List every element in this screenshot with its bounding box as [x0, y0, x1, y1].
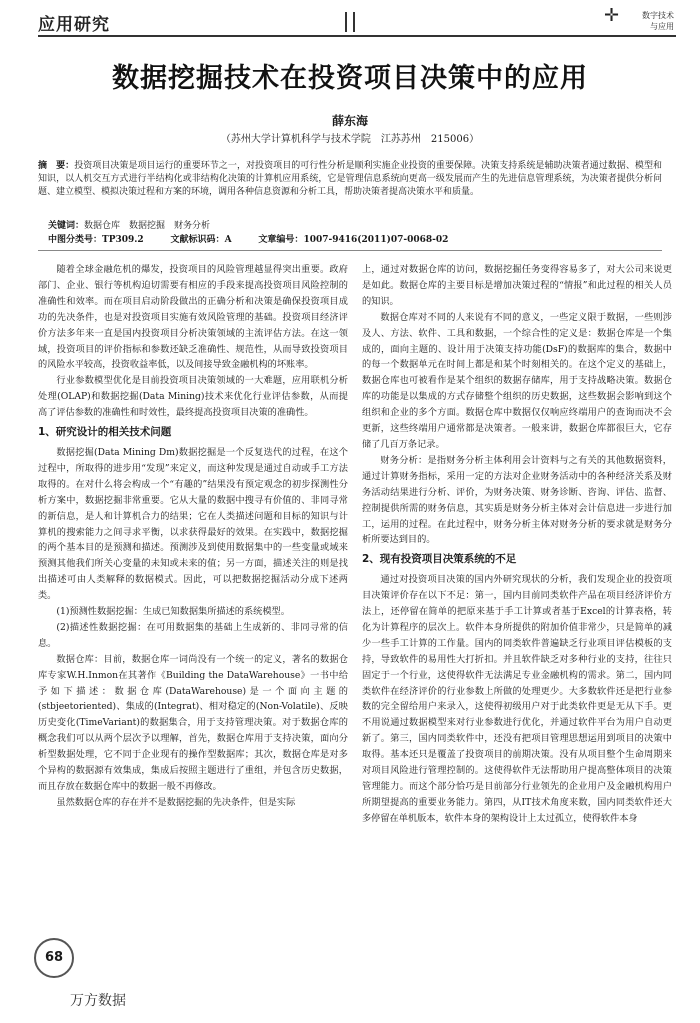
page-number: 68 [44, 950, 64, 965]
clc-value: TP309.2 [102, 235, 144, 245]
paragraph: 数据仓库对不同的人来说有不同的意义，一些定义限于数据，一些则涉及人、方法、软件、工具和数据，一个综合性的定义是：数据仓库是一个集成的，面向主题的、设计用于决策支持功能(DsF)的数据库的集合，数据中的每一个数据单元在时间上都是和某个时刻相关的。在这个定义的基础上，数据仓库也可被看作是某个组织的数据存储库，用于支持战略决策。数据仓库的功能是以集成的方式存储整个组织的历史数据，这些数据会影响到这个组织和企业的多个方面。数据仓库中数据仅仅响应终端用户的查询而决不会更新，这些终端用户通常都是决策者。一般来讲，数据仓库都很巨大，它存储了几百万条记录。 [362, 311, 672, 450]
header-ornament [345, 12, 361, 36]
keywords-label: 关键词： [48, 221, 85, 231]
logo-cross-icon: ✛ [604, 5, 620, 26]
footer-brand: 万方数据 [70, 993, 126, 1009]
page-number-badge [34, 938, 74, 978]
section-heading: 2、现有投资项目决策系统的不足 [362, 553, 517, 566]
section-label: 应用研究 [38, 15, 110, 35]
doc-code-value: A [224, 235, 232, 245]
article-no-label: 文章编号： [258, 235, 304, 245]
paragraph: 虽然数据仓库的存在并不是数据挖掘的先决条件，但是实际 [56, 796, 296, 808]
paragraph: 数据仓库：目前，数据仓库一词尚没有一个统一的定义，著名的数据仓库专家W.H.Inmon在其著作《Building the DataWarehouse》一书中给予如下描述：数据仓库(DataWarehouse)是一个面向主题的(stbjeetoriented)、集成的(Integrat)、相对稳定的(Non-Volatile)、反映历史变化(TimeVariant)的数据集合，用于支持管理决策。对于数据仓库的概念我们可以从两个层次予以理解，首先，数据仓库用于支持决策，面向分析型数据处理，它不同于企业现有的操作型数据库；其次，数据仓库是对多个异构的数据源有效集成，集成后按照主题进行了重组，并包含历史数据，而且存放在数据仓库中的数据一般不再修改。 [38, 653, 348, 792]
page-header [0, 0, 700, 40]
clc-label: 中图分类号： [48, 235, 103, 245]
abstract-text: 投资项目决策是项目运行的重要环节之一，对投资项目的可行性分析是顺利实施企业投资的重要保障。决策支持系统是辅助决策者通过数据、模型和知识，以人机交互方式进行半结构化或非结构化决策的计算机应用系统，它是管理信息系统向更高一级发展而产生的先进信息管理系统，为决策者提供分析问题、建立模型、模拟决策过程和方案的环境，调用各种信息资源和分析工具，帮助决策者提高决策水平和质量。 [38, 161, 662, 197]
article-no-value: 1007-9416(2011)07-0068-02 [303, 235, 449, 245]
affiliation: （苏州大学计算机科学与技术学院 江苏苏州 215006） [220, 134, 480, 145]
keywords [48, 218, 210, 231]
journal-logo-line2: 与应用 [650, 22, 674, 31]
paragraph: 通过对投资项目决策的国内外研究现状的分析，我们发现企业的投资项目决策评价存在以下不足：第一，国内目前同类软件产品在项目经济评价方法上，还停留在简单的把原来基于手工计算或者基于Excel的计算表格，转化为计算程序的层次上。软件本身所提供的附加价值非常少，只是简单的减少一些手工计算的工作量。国内的同类软件普遍缺乏行业项目评估模板的支持，导致软件的易用性大打折扣。并且软件缺乏对多种行业的支持，往往只固定于一个行业，这使得软件无法满足专业金融机构的需求。第二，国内同类软件在经济评价的行业参数上所做的处理更少。大多数软件还是把行业参数的完全留给用户来录入，这使得初级用户对于此类软件更是无从下手。更不用说通过数据模型来对行业参数进行优化，并通过软件平台为用户自动更新了。第三，国内同类软件中，还没有把项目管理思想运用到项目的决策中取得。基本还只是覆盖了投资项目的前期决策。没有从项目整个生命周期来对项目风险进行管理控制的。这使得软件无法帮助用户提高整体项目的决策管理能力。而这个部分恰巧是目前部分行业领先的企业用户及金融机构用户所期望提高的重要业务能力。第四，从IT技术角度来数，国内同类软件还大多停留在单机版本，软件本身的架构设计上太过孤立，使得软件本身 [362, 574, 672, 824]
paragraph: 财务分析：是指财务分析主体利用会计资料与之有关的其他数据资料，通过计算财务指标，采用一定的方法对企业财务活动中的各种经济关系及财务活动结果进行分析、评价，为财务决策、财务诊断、咨询、评估、监督、控制提供所需的财务信息，其实质是财务分析主体对会计信息进一步进行加工，运用的过程。在此过程中，财务分析主体对财务分析的要求就是财务分析所要达到目的。 [362, 454, 672, 546]
keywords-text: 数据仓库 数据挖掘 财务分析 [84, 221, 211, 231]
section-heading: 1、研究设计的相关技术问题 [38, 426, 172, 439]
abstract-label: 摘 要： [38, 161, 75, 171]
doc-code-label: 文献标识码： [170, 235, 225, 245]
paragraph: 随着全球金融危机的爆发，投资项目的风险管理越显得突出重要。政府部门、企业、银行等机构迫切需要有相应的手段来提高投资项目风险控制的准确性和效率。而在项目启动阶段做出的正确分析和决策是确保投资项目成功的先决条件，也是对投资项目实施有效风险管理的基础。投资项目经济评价方法多年来一直是国内投资项目分析决策领域的主流评估方法。在这一领域，投资项目的评价指标和参数还缺乏准确性、规范性，从而导致投资项目的风险水平较高，投资收益率低，以及间接导致金融机构的坏账率。 [38, 264, 348, 371]
classification-line [48, 232, 470, 245]
journal-logo-line1: 数字技术 [642, 11, 674, 20]
article-title: 数据挖掘技术在投资项目决策中的应用 [112, 63, 588, 94]
journal-logo [604, 5, 674, 36]
paragraph: 上，通过对数据仓库的访问，数据挖掘任务变得容易多了，对大公司来说更是如此。数据仓库的主要目标是增加决策过程的“情报”和此过程的相关人员的知识。 [362, 264, 672, 307]
author: 薛东海 [331, 114, 368, 128]
abstract [38, 160, 662, 199]
right-column [362, 262, 672, 827]
header-rule [38, 35, 676, 37]
paragraph: (1)预测性数据挖掘：生成已知数据集所描述的系统模型。 [56, 606, 290, 618]
left-column [38, 262, 348, 811]
body-divider [38, 250, 662, 251]
paragraph: (2)描述性数据挖掘：在可用数据集的基础上生成新的、非同寻常的信息。 [38, 621, 348, 649]
paragraph: 数据挖掘(Data Mining Dm)数据挖掘是一个反复迭代的过程，在这个过程中，所取得的进步用“发现”来定义，而这种发现是通过自动或手工方法取得的。在对什么将会构成一个“有趣的”结果没有预定观念的初步探测性分析方案中，数据挖掘非常重要。它从大量的数据中搜寻有价值的、非同寻常的新信息，是人和计算机合力的结果；它在人类描述问题和目标的知识与计算机的搜索能力之间寻求平衡，以求获得最好的效果。在实践中，数据挖掘的两个基本目的是预测和描述。预测涉及到使用数据集中的一些变量或域来预测其他我们所关心变量的未知或未来的值；另一方面，描述关注的则是找出描述可由人类解释的数据模式。因此，可以把数据挖掘活动分成下述两类。 [38, 446, 348, 602]
paragraph: 行业参数模型优化是目前投资项目决策领域的一大难题，应用联机分析处理(OLAP)和数据挖掘(Data Mining)技术来优化行业评估参数，从而提高了评估参数的准确性和时效性，最终提高投资项目决策的准确性。 [38, 375, 348, 419]
